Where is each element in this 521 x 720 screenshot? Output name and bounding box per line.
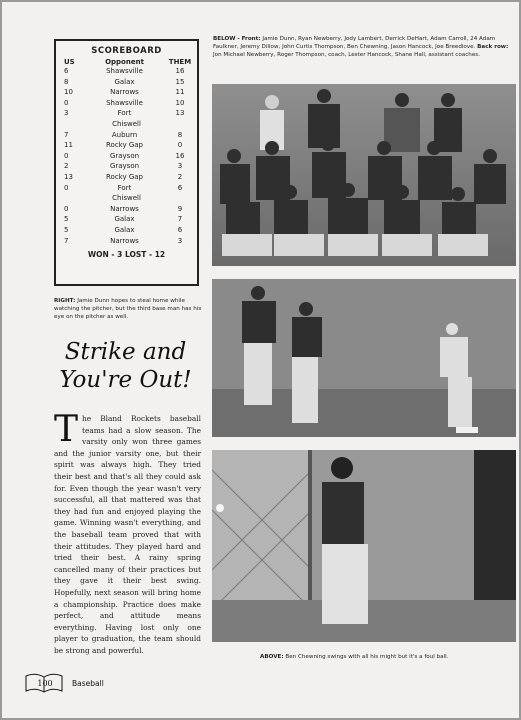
score-us: 3 xyxy=(64,109,69,118)
scoreboard-header xyxy=(56,58,197,66)
scoreboard-row xyxy=(56,161,197,172)
header-them: THEM xyxy=(168,58,192,66)
score-them: 8 xyxy=(177,130,183,139)
scoreboard-row xyxy=(56,204,197,215)
caption-label: RIGHT: xyxy=(54,298,76,304)
score-them: 13 xyxy=(175,109,185,118)
article-text: he Bland Rockets baseball teams had a slow season. The varsity only won three games and the junior varsity one, but their spirit was always high. They tried their best and that's all they could ask for. Even though the year wasn't very successful, all that mattered was that they had fun and enjoyed playing the game. Winning wasn't everything, and the baseball team proved that with their attitudes. They played hard and tried their best. A rainy spring cancelled many of their practices but they gave it their best swing. Hopefully, next season will bring home a championship. Practice does make perfect, and attitude means everything. Having lost only one player to graduation, the team should be strong and powerful. xyxy=(54,414,201,655)
header-opponent: Opponent xyxy=(105,58,144,66)
score-us: 6 xyxy=(64,67,69,75)
section-name: Baseball xyxy=(72,679,104,688)
batter-photo-image xyxy=(212,450,516,642)
scoreboard-row xyxy=(56,172,197,183)
score-us: 13 xyxy=(64,172,73,181)
score-them: 6 xyxy=(177,183,183,192)
score-us: 10 xyxy=(64,88,73,97)
scoreboard-row xyxy=(56,236,197,247)
opponent-name: Grayson xyxy=(109,162,140,171)
opponent-name: Rocky Gap xyxy=(105,141,143,150)
caption-text: Jamie Dunn hopes to steal home while watching the pitcher, but the third base man has his eye on the pitcher as well. xyxy=(54,298,202,320)
opponent-name: Auburn xyxy=(111,130,138,139)
caption-label: ABOVE: xyxy=(260,654,284,660)
opponent-name: Grayson xyxy=(109,151,140,160)
scoreboard-row xyxy=(56,98,197,109)
headline-line-2: You're Out! xyxy=(59,367,192,393)
scoreboard-subheading: Chiswell xyxy=(112,119,141,128)
score-us: 0 xyxy=(64,98,69,107)
scoreboard-title: SCOREBOARD xyxy=(91,46,162,56)
scoreboard-rows-b xyxy=(56,130,197,194)
batter-caption xyxy=(260,654,516,662)
score-them: 3 xyxy=(177,162,183,171)
opponent-name: Narrows xyxy=(110,88,139,97)
score-them: 15 xyxy=(175,77,185,86)
score-them: 9 xyxy=(177,204,183,213)
scoreboard-row xyxy=(56,108,197,119)
score-us: 7 xyxy=(64,236,69,245)
caption-front-row: Jamie Dunn, Ryan Newberry, Jody Lambert, Derrick DeHart, Adam Carroll, 24 Adam Faulkner, Jeremy Dillow, John Curtis Thompson, Ben Chewning, Jason Hancock, Joe Breedlove. xyxy=(213,36,496,50)
score-us: 2 xyxy=(64,162,69,171)
score-them: 3 xyxy=(177,236,183,245)
score-us: 0 xyxy=(64,204,69,213)
scoreboard-row xyxy=(56,225,197,236)
scoreboard-row xyxy=(56,140,197,151)
scoreboard xyxy=(54,39,199,286)
scoreboard-row xyxy=(56,183,197,194)
score-us: 5 xyxy=(64,215,69,224)
scoreboard-row xyxy=(56,214,197,225)
caption-label: BELOW - Front: xyxy=(213,36,261,42)
score-them: 7 xyxy=(177,215,183,224)
score-them: 6 xyxy=(177,225,183,234)
opponent-name: Galax xyxy=(114,215,135,224)
scoreboard-subheading: Chiswell xyxy=(112,194,141,203)
team-photo-image xyxy=(212,84,516,266)
opponent-name: Rocky Gap xyxy=(105,172,143,181)
score-them: 11 xyxy=(175,88,185,97)
opponent-name: Narrows xyxy=(110,236,139,245)
season-record: WON - 3 LOST - 12 xyxy=(87,250,166,260)
team-photo xyxy=(212,84,516,266)
opponent-name: Shawsville xyxy=(106,67,143,75)
headline xyxy=(48,338,203,394)
score-us: 8 xyxy=(64,77,69,86)
scoreboard-row xyxy=(56,87,197,98)
baserunner-photo-image xyxy=(212,279,516,437)
opponent-name: Fort xyxy=(117,183,132,192)
caption-text: Ben Chewning swings with all his might but it's a foul ball. xyxy=(285,654,449,660)
score-them: 10 xyxy=(175,98,185,107)
scoreboard-rows-a xyxy=(56,66,197,119)
drop-cap: T xyxy=(54,409,79,450)
scoreboard-row xyxy=(56,130,197,141)
scoreboard-row xyxy=(56,66,197,77)
score-us: 5 xyxy=(64,225,69,234)
header-us: US xyxy=(64,58,75,66)
opponent-name: Fort xyxy=(117,109,132,118)
caption-label: Back row: xyxy=(477,43,509,50)
baserunner-photo xyxy=(212,279,516,437)
score-us: 11 xyxy=(64,141,73,150)
score-them: 0 xyxy=(177,141,183,150)
score-us: 7 xyxy=(64,130,69,139)
opponent-name: Narrows xyxy=(110,204,139,213)
team-photo-caption xyxy=(213,36,515,59)
batter-photo xyxy=(212,450,516,642)
caption-back-row: Jon Michael Newberry, Roger Thompson, coach, Lester Hancock, Shane Hall, assistant coaches. xyxy=(213,51,480,58)
score-us: 0 xyxy=(64,183,69,192)
score-them: 2 xyxy=(177,172,183,181)
score-us: 0 xyxy=(64,151,69,160)
scoreboard-row xyxy=(56,151,197,162)
headline-line-1: Strike and xyxy=(64,339,187,365)
score-them: 16 xyxy=(175,67,185,75)
page-number: 100 xyxy=(37,679,53,688)
scoreboard-row xyxy=(56,77,197,88)
baserunner-caption xyxy=(54,298,204,321)
score-them: 16 xyxy=(175,151,185,160)
scoreboard-rows-c xyxy=(56,204,197,246)
opponent-name: Galax xyxy=(114,225,135,234)
article-body xyxy=(54,409,201,656)
opponent-name: Galax xyxy=(114,77,135,86)
opponent-name: Shawsville xyxy=(106,98,143,107)
